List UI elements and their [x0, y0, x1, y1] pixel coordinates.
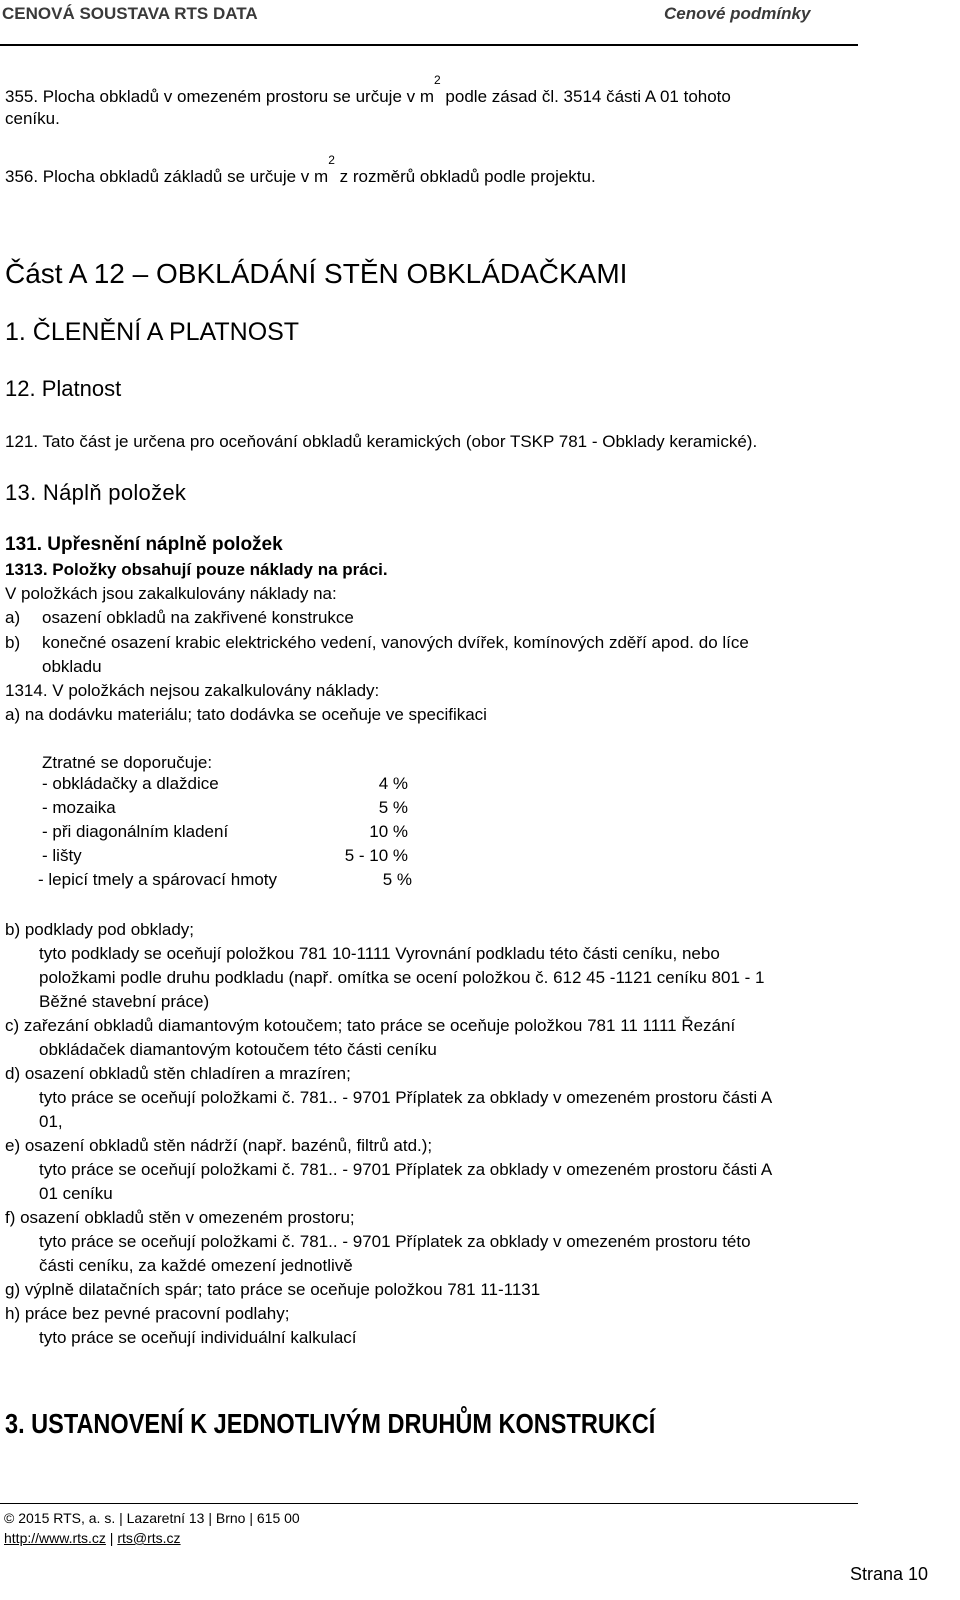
included-item-b-mark: b)	[5, 633, 21, 652]
excluded-item-c: c) zařezání obkladů diamantovým kotoučem; tato práce se oceňuje položkou 781 11 1111 Řezání	[5, 1016, 736, 1035]
footer-links	[4, 1530, 181, 1546]
included-item-b: konečné osazení krabic elektrického vedení, vanových dvířek, komínových zděří apod. do líce	[42, 633, 749, 652]
loss-item-name: - lepicí tmely a spárovací hmoty	[38, 870, 278, 889]
loss-title: Ztratné se doporučuje:	[42, 753, 213, 772]
loss-item-value: 5 %	[378, 798, 408, 817]
p356-superscript: 2	[328, 153, 335, 167]
excluded-item-h: h) práce bez pevné pracovní podlahy;	[5, 1304, 290, 1323]
paragraph-1314: 1314. V položkách nejsou zakalkulovány náklady:	[5, 681, 380, 700]
loss-item-value: 5 %	[382, 870, 412, 889]
header-rule	[0, 44, 858, 46]
page-number: Strana 10	[850, 1564, 929, 1584]
included-item-a-mark: a)	[5, 608, 21, 627]
loss-item-name: - při diagonálním kladení	[42, 822, 229, 841]
footer-copyright: © 2015 RTS, a. s. | Lazaretní 13 | Brno | 615 00	[4, 1510, 300, 1526]
excluded-item-d-line2: tyto práce se oceňují položkami č. 781.. - 9701 Příplatek za obklady v omezeném prostoru části A	[39, 1088, 773, 1107]
excluded-item-c-line2: obkládaček diamantovým kotoučem této části ceníku	[39, 1040, 437, 1059]
section-heading-131: 131. Upřesnění náplně položek	[5, 534, 283, 555]
loss-item-value: 10 %	[369, 822, 408, 841]
section-heading-1313: 1313. Položky obsahují pouze náklady na práci.	[5, 560, 388, 579]
section-heading-12: 12. Platnost	[5, 376, 122, 401]
section-heading-1: 1. ČLENĚNÍ A PLATNOST	[5, 318, 300, 346]
included-item-a: osazení obkladů na zakřivené konstrukce	[42, 608, 354, 627]
excluded-item-a: a) na dodávku materiálu; tato dodávka se oceňuje ve specifikaci	[5, 705, 487, 724]
footer-rule	[0, 1503, 858, 1504]
p355-text-b: podle zásad čl. 3514 části A 01 tohoto	[440, 87, 731, 106]
p356-text-b: z rozměrů obkladů podle projektu.	[334, 167, 596, 186]
excluded-item-h-line2: tyto práce se oceňují individuální kalkulací	[39, 1328, 357, 1347]
header-title: CENOVÁ SOUSTAVA RTS DATA	[2, 4, 258, 23]
excluded-item-d-line3: 01,	[39, 1112, 63, 1131]
loss-item-value: 5 - 10 %	[344, 846, 408, 865]
paragraph-355-cont: ceníku.	[5, 109, 60, 128]
footer-link-separator: |	[105, 1530, 118, 1546]
excluded-item-e-line2: tyto práce se oceňují položkami č. 781.. - 9701 Příplatek za obklady v omezeném prostoru části A	[39, 1160, 773, 1179]
excluded-item-b-line3: položkami podle druhu podkladu (např. omítka se ocení položkou č. 612 45 -1121 ceníku 801 - 1	[39, 968, 765, 987]
excluded-item-g: g) výplně dilatačních spár; tato práce se oceňuje položkou 781 11-1131	[5, 1280, 541, 1299]
loss-item-name: - obkládačky a dlaždice	[42, 774, 219, 793]
included-intro: V položkách jsou zakalkulovány náklady na:	[5, 584, 337, 603]
header-section: Cenové podmínky	[664, 4, 811, 23]
excluded-item-b-line2: tyto podklady se oceňují položkou 781 10-1111 Vyrovnání podkladu této části ceníku, nebo	[39, 944, 720, 963]
loss-item-name: - mozaika	[42, 798, 116, 817]
p355-text-a: 355. Plocha obkladů v omezeném prostoru se určuje v m	[5, 87, 435, 106]
excluded-item-b-line4: Běžné stavební práce)	[39, 992, 210, 1011]
section-heading-13: 13. Náplň položek	[5, 480, 187, 505]
paragraph-356	[5, 153, 596, 190]
loss-item-name: - lišty	[42, 846, 82, 865]
excluded-item-e-line3: 01 ceníku	[39, 1184, 113, 1203]
excluded-item-f-line2: tyto práce se oceňují položkami č. 781.. - 9701 Příplatek za obklady v omezeném prostoru této	[39, 1232, 751, 1251]
excluded-item-b: b) podklady pod obklady;	[5, 920, 195, 939]
paragraph-355	[5, 73, 731, 110]
excluded-item-f: f) osazení obkladů stěn v omezeném prostoru;	[5, 1208, 355, 1227]
included-item-b-cont: obkladu	[42, 657, 102, 676]
excluded-item-d: d) osazení obkladů stěn chladíren a mrazíren;	[5, 1064, 351, 1083]
paragraph-121: 121. Tato část je určena pro oceňování obkladů keramických (obor TSKP 781 - Obklady keramické).	[5, 432, 758, 451]
excluded-item-e: e) osazení obkladů stěn nádrží (např. bazénů, filtrů atd.);	[5, 1136, 433, 1155]
excluded-item-f-line3: části ceníku, za každé omezení jednotlivě	[39, 1256, 353, 1275]
p355-superscript: 2	[434, 73, 441, 87]
footer-email-link[interactable]: rts@rts.cz	[117, 1530, 181, 1546]
part-heading: Část A 12 – OBKLÁDÁNÍ STĚN OBKLÁDAČKAMI	[5, 258, 628, 289]
footer-web-link[interactable]: http://www.rts.cz	[4, 1530, 106, 1546]
section-heading-3: 3. USTANOVENÍ K JEDNOTLIVÝM DRUHŮM KONSTRUKCÍ	[5, 1408, 656, 1439]
loss-item-value: 4 %	[378, 774, 408, 793]
p356-text-a: 356. Plocha obkladů základů se určuje v m	[5, 167, 329, 186]
